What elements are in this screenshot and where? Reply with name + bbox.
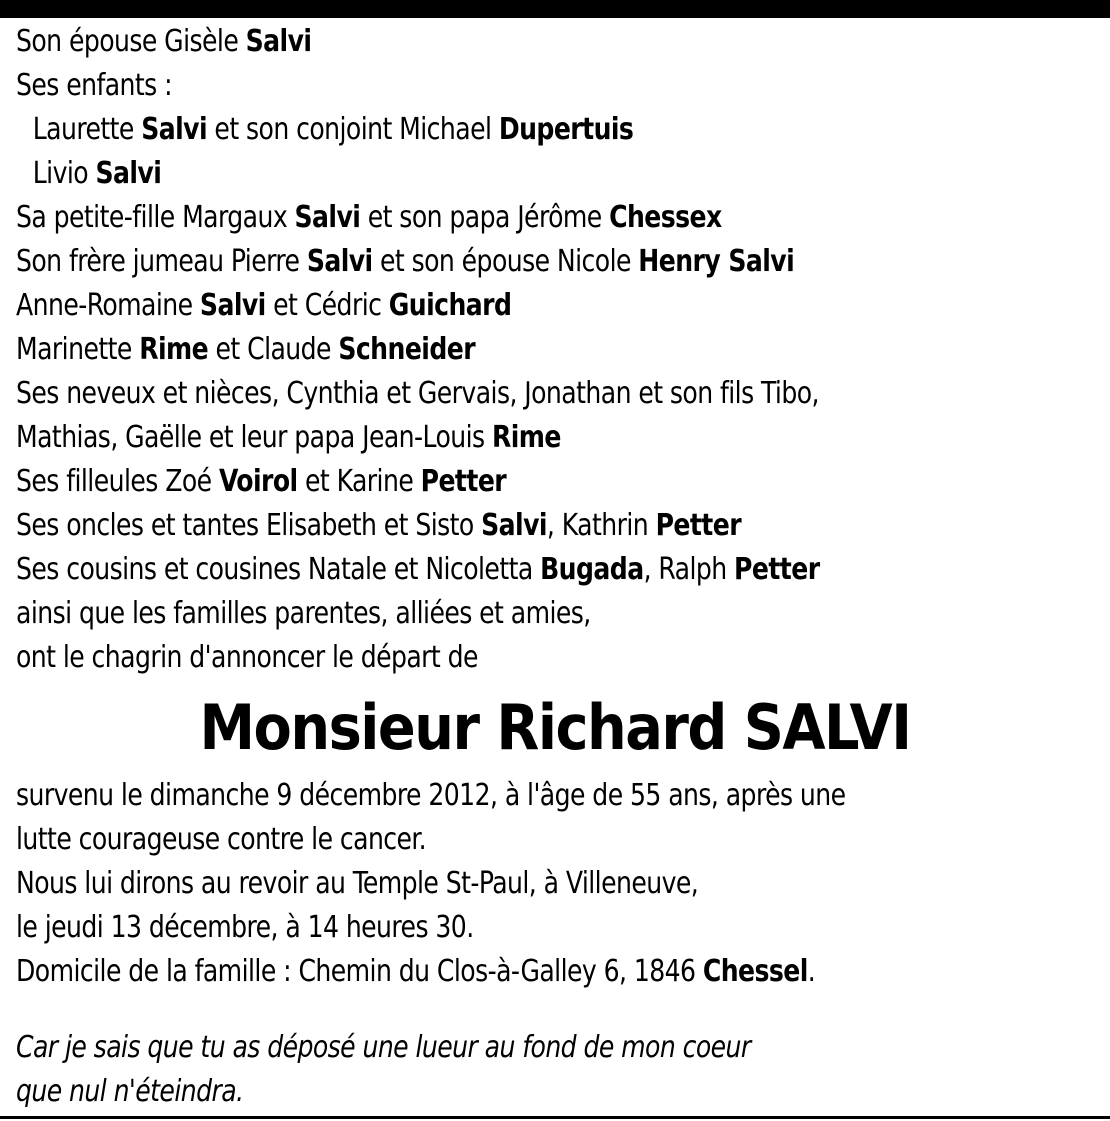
line-text: Son frère jumeau Pierre [16, 244, 307, 279]
family-line [16, 328, 1025, 372]
detail-line: le jeudi 13 décembre, à 14 heures 30. [16, 910, 474, 945]
surname: Petter [420, 464, 507, 499]
detail-line: Nous lui dirons au revoir au Temple St-Paul, à Villeneuve, [16, 866, 699, 901]
surname: Voirol [218, 464, 298, 499]
line-text: Anne-Romaine [16, 288, 200, 323]
address-text: Domicile de la famille : Chemin du Clos-à-Galley 6, 1846 [16, 954, 703, 989]
detail-line: survenu le dimanche 9 décembre 2012, à l'âge de 55 ans, après une [16, 778, 846, 813]
family-line [16, 108, 1025, 152]
surname: Bugada [540, 552, 644, 587]
line-text: et Claude [208, 332, 339, 367]
surname: Chessex [609, 200, 722, 235]
line-text: Ses enfants : [16, 68, 173, 103]
line-text: et son épouse Nicole [372, 244, 639, 279]
line-text: Livio [32, 156, 96, 191]
family-line [16, 416, 1025, 460]
line-text: Ses neveux et nièces, Cynthia et Gervais, Jonathan et son fils Tibo, [16, 376, 819, 411]
family-line [16, 504, 1025, 548]
family-line [16, 548, 1025, 592]
family-line [16, 64, 1025, 108]
family-line [16, 592, 1025, 636]
line-text: Son épouse Gisèle [16, 24, 246, 59]
line-text: ont le chagrin d'annoncer le départ de [16, 640, 478, 675]
family-line [16, 152, 1025, 196]
line-text: Ses cousins et cousines Natale et Nicoletta [16, 552, 541, 587]
surname: Dupertuis [498, 112, 634, 147]
line-text: et son papa Jérôme [360, 200, 610, 235]
surname: Salvi [294, 200, 361, 235]
family-line [16, 20, 1025, 64]
line-text: , Kathrin [546, 508, 656, 543]
surname: Salvi [95, 156, 162, 191]
line-text: Laurette [32, 112, 142, 147]
surname: Rime [491, 420, 561, 455]
verse-line: Car je sais que tu as déposé une lueur au fond de mon coeur [16, 1030, 751, 1065]
line-text: Mathias, Gaëlle et leur papa Jean-Louis [16, 420, 492, 455]
bottom-border-rule [0, 1116, 1110, 1119]
family-line [16, 460, 1025, 504]
surname: Guichard [388, 288, 512, 323]
verse-line: que nul n'éteindra. [16, 1074, 244, 1109]
surname: Petter [655, 508, 742, 543]
family-list [16, 20, 1025, 680]
town-name: Chessel [702, 954, 808, 989]
surname: Salvi [481, 508, 547, 543]
surname: Henry Salvi [638, 244, 795, 279]
line-text: Marinette [16, 332, 140, 367]
deceased-name-title: Monsieur Richard SALVI [199, 691, 911, 764]
line-text: Ses oncles et tantes Elisabeth et Sisto [16, 508, 482, 543]
top-border-rule [0, 0, 1110, 18]
surname: Schneider [338, 332, 476, 367]
surname: Petter [734, 552, 820, 587]
family-line [16, 372, 1025, 416]
family-line [16, 284, 1025, 328]
surname: Salvi [199, 288, 266, 323]
line-text: ainsi que les familles parentes, alliées et amies, [16, 596, 591, 631]
line-text: Ses filleules Zoé [16, 464, 219, 499]
family-line [16, 636, 1025, 680]
surname: Salvi [141, 112, 208, 147]
announcement-details [16, 774, 1025, 994]
detail-line: lutte courageuse contre le cancer. [16, 822, 427, 857]
line-text: , Ralph [643, 552, 735, 587]
family-address-line [16, 950, 1025, 994]
line-text: et Cédric [265, 288, 389, 323]
surname: Salvi [306, 244, 373, 279]
family-line [16, 196, 1025, 240]
surname: Salvi [245, 24, 312, 59]
family-line [16, 240, 1025, 284]
line-text: et Karine [297, 464, 421, 499]
closing-verse [16, 1026, 1025, 1114]
line-text: Sa petite-fille Margaux [16, 200, 295, 235]
address-end: . [807, 954, 816, 989]
line-text: et son conjoint Michael [207, 112, 499, 147]
surname: Rime [139, 332, 209, 367]
